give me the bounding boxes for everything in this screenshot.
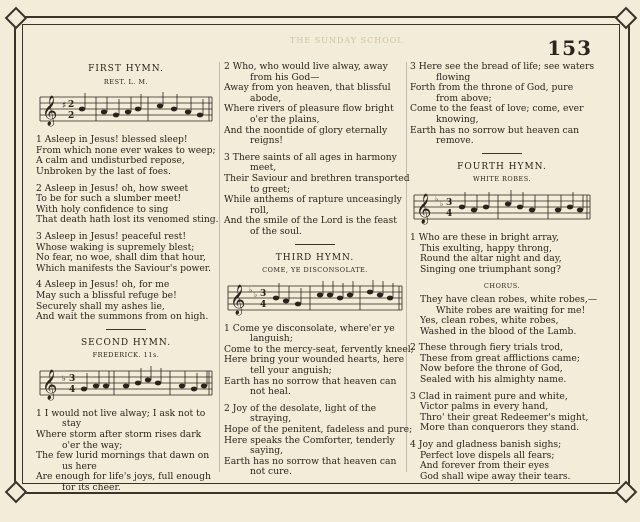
stanza [224,62,406,147]
svg-text:4: 4 [260,299,267,310]
divider [106,329,146,330]
text-line: for its cheer. [62,482,121,494]
tune-name: REST. L. M. [103,77,149,86]
stanza [36,280,216,322]
text-line: Which manifests the Saviour's power. [36,262,212,274]
text-line: 3 Clad in raiment pure and white, [410,390,568,402]
column-1 [36,62,219,500]
text-line: From which none ever wakes to weep; [36,144,216,156]
text-line: Whose waking is supremely blest; [36,241,195,253]
text-line: Earth has no sorrow that heaven can [224,455,397,467]
text-line: Come to the mercy-seat, fervently kneel; [224,343,414,355]
column-3 [410,61,598,488]
text-line: knowing, [436,113,479,125]
divider [295,244,335,245]
music-staff [38,89,214,129]
text-line: from above; [436,92,492,104]
music-staff [412,187,592,227]
text-line: And the smile of the Lord is the feast [224,215,397,227]
text-line: to greet; [250,183,291,195]
text-line: o'er the way; [62,439,123,451]
svg-text:♭: ♭ [249,285,253,294]
treble-clef-icon: 𝄞 [416,193,432,224]
text-line: Here speaks the Comforter, tenderly [224,434,395,446]
text-line: abode, [250,92,282,104]
treble-clef-icon: 𝄞 [230,284,246,315]
text-line: And forever from their eyes [420,460,550,472]
treble-clef-icon: 𝄞 [42,96,58,127]
text-line: 1 Come ye disconsolate, where'er ye [224,322,395,334]
text-line: And the noontide of glory eternally [224,124,388,136]
text-line: Round the altar night and day, [420,253,562,265]
stanza [224,151,410,238]
text-line: God shall wipe away their tears. [420,470,571,482]
svg-text:3: 3 [446,197,453,208]
text-line: 3 Asleep in Jesus! peaceful rest! [36,230,187,242]
text-line: 4 Joy and gladness banish sighs; [410,439,562,451]
text-line: of the soul. [250,225,302,237]
svg-text:2: 2 [68,111,75,122]
text-line: Where storm after storm rises dark [36,429,202,441]
svg-text:♯: ♯ [62,101,67,112]
text-line: Washed in the blood of the Lamb. [420,325,577,337]
text-line: No fear, no woe, shall dim that hour, [36,252,206,264]
stanza [36,409,216,494]
text-line: More than conquerors they stand. [420,422,580,434]
text-line: meet, [250,162,277,174]
tune-name: FREDERICK. 11s. [92,351,160,360]
page-number: 153 [547,36,592,60]
text-line: The few lurid mornings that dawn on [36,450,210,462]
text-line: Come to the feast of love; come, ever [410,103,584,115]
stanza [410,62,594,147]
stanza [224,322,414,398]
text-line: Now before the throne of God, [420,363,563,375]
stanza [410,233,594,275]
text-line: 2 Asleep in Jesus! oh, how sweet [36,182,189,194]
text-line: May such a blissful refuge be! [36,289,177,301]
text-line: reigns! [250,135,283,147]
stanza [224,402,413,478]
text-line: That death hath lost its venomed sting. [36,214,219,226]
text-line: Perfect love dispels all fears; [420,449,555,461]
text-line: Their Saviour and brethren transported [224,172,410,184]
text-line: languish; [250,333,293,345]
text-line: o'er the plains, [250,113,320,125]
text-line: Here bring your wounded hearts, here [224,354,405,366]
text-line: Are enough for life's joys, full enough [36,471,211,483]
text-line: 1 I would not live alway; I ask not to [36,407,206,419]
text-line: These from great afflictions came; [420,352,580,364]
text-line: With holy confidence to sing [36,203,169,215]
text-line: Away from yon heaven, that blissful [224,82,391,94]
text-line: While anthems of rapture unceasingly [224,194,402,206]
text-line: 2 These through fiery trials trod, [410,342,564,354]
text-line: Where rivers of pleasure flow bright [224,103,394,115]
text-line: Securely shall my ashes lie, [36,300,165,312]
text-line: Unbroken by the last of foes. [36,165,171,177]
text-line: Victor palms in every hand, [420,401,549,413]
svg-text:♭: ♭ [440,199,444,208]
svg-text:3: 3 [69,373,76,384]
treble-clef-icon: 𝄞 [42,369,58,400]
svg-text:♭: ♭ [435,194,439,203]
text-line: Hope of the penitent, fadeless and pure; [224,424,413,436]
chorus [410,293,598,337]
text-line: us here [62,460,97,472]
music-staff [38,363,214,403]
tune-name: WHITE ROBES. [472,175,532,184]
music-staff [226,278,404,318]
column-2 [224,61,414,484]
text-line: White robes are waiting for me! [436,304,586,316]
divider [482,153,522,154]
text-line: 4 Asleep in Jesus! oh, for me [36,279,170,291]
text-line: They have clean robes, white robes,— [420,293,598,305]
chorus-title: CHORUS. [483,282,521,291]
text-line: And wait the summons from on high. [36,311,209,323]
hymn-title: THIRD HYMN. [275,252,355,263]
column-rule [219,62,220,472]
text-line: not cure. [250,466,292,478]
svg-text:♭: ♭ [254,290,258,299]
stanza [410,343,594,385]
text-line: stay [62,418,82,430]
text-line: 1 Asleep in Jesus! blessed sleep! [36,134,188,146]
text-line: 2 Who, who would live alway, away [224,61,388,72]
running-head-watermark: THE SUNDAY SCHOOL [290,36,404,45]
text-line: flowing [436,71,471,83]
stanza [36,135,216,177]
tune-name: COME, YE DISCONSOLATE. [262,266,368,275]
text-line: Earth has no sorrow that heaven can [224,375,397,387]
text-line: Thro' their great Redeemer's might, [420,411,589,423]
stanza [36,232,216,274]
text-line: A calm and undisturbed repose, [36,155,185,167]
text-line: 2 Joy of the desolate, light of the [224,402,377,414]
text-line: from his God— [250,71,320,83]
stanza [410,392,594,434]
text-line: 1 Who are these in bright array, [410,231,559,243]
text-line: not heal. [250,386,291,398]
hymn-title: FIRST HYMN. [88,64,164,74]
text-line: tell your anguish; [250,365,332,377]
text-line: remove. [436,135,474,147]
text-line: 3 There saints of all ages in harmony [224,151,397,163]
svg-text:2: 2 [68,100,75,111]
column-rule [406,62,407,472]
text-line: roll, [250,204,269,216]
stanza [410,440,594,482]
text-line: saying, [250,445,284,457]
text-line: Yes, clean robes, white robes, [420,315,559,327]
svg-text:4: 4 [446,208,453,219]
svg-text:4: 4 [69,384,76,395]
text-line: Singing one triumphant song? [420,263,561,275]
hymn-title: FOURTH HYMN. [457,161,547,172]
svg-text:3: 3 [260,288,267,299]
stanza [36,182,219,226]
text-line: Forth from the throne of God, pure [410,82,574,94]
text-line: To be for such a slumber meet! [36,193,182,205]
hymn-title: SECOND HYMN. [80,337,172,348]
text-line: Earth has no sorrow but heaven can [410,124,580,136]
text-line: Sealed with his almighty name. [420,374,567,386]
text-line: 3 Here see the bread of life; see waters [410,61,595,72]
text-line: This exulting, happy throng, [420,242,552,254]
svg-text:♭: ♭ [62,373,66,383]
text-line: straying, [250,413,292,425]
